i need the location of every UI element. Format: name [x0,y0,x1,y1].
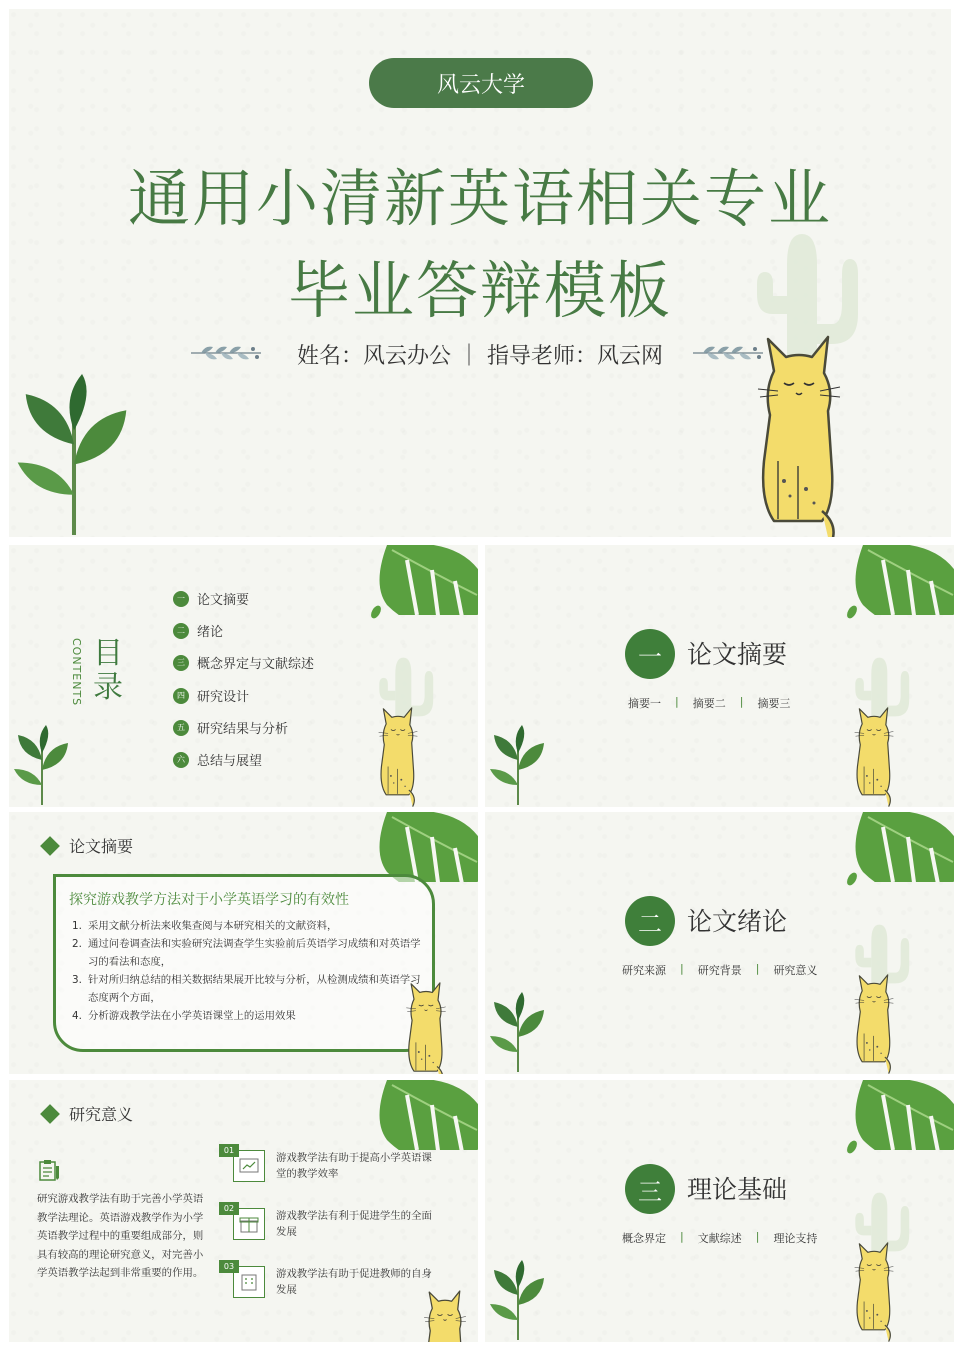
monstera-leaf-icon [377,1080,478,1150]
section-link-2[interactable]: 文献综述 [697,1232,742,1245]
meaning-point-text: 游戏教学法有助于提高小学英语课堂的教学效率 [276,1152,432,1180]
abstract-list [72,917,424,1025]
section-link-2[interactable]: 研究背景 [697,964,742,977]
section-number-badge: 三 [625,1164,675,1214]
cover-slide [9,9,951,537]
section-links [622,1230,817,1246]
toc-item-2[interactable] [173,621,223,640]
toc-slide [9,545,478,807]
meaning-point-number: 01 [219,1144,239,1157]
monstera-leaf-icon [853,1080,954,1150]
cat-illustration-icon [739,331,859,537]
section-links [622,962,817,978]
toc-num: 五 [173,720,189,736]
toc-num: 六 [173,752,189,768]
sprig-decoration-left-icon [191,343,265,365]
toc-item-4[interactable] [173,686,249,705]
section-link-3[interactable]: 摘要三 [757,697,791,710]
plant-decoration-icon [487,992,549,1074]
cat-illustration-icon [845,705,903,807]
toc-label: 总结与展望 [197,754,263,769]
clipboard-icon [37,1158,61,1182]
cat-illustration-icon [417,1288,473,1342]
section-link-1[interactable]: 概念界定 [622,1232,666,1245]
plant-decoration-icon [11,725,73,807]
abstract-box-title: 探究游戏教学方法对于小学英语学习的有效性 [69,892,349,908]
section-two-slide [485,812,954,1074]
abstract-slide [9,812,478,1074]
list-number: 1. [72,920,82,932]
cover-subtitle: 姓名：风云办公 ｜ 指导老师：风云网 [297,344,663,369]
meaning-point-1 [219,1144,439,1188]
toc-label: 研究结果与分析 [197,722,289,737]
list-item [72,971,424,1007]
section-link-1[interactable]: 摘要一 [628,697,661,710]
meaning-point-number: 03 [219,1260,239,1273]
list-item [72,1007,424,1025]
plant-decoration-icon [487,725,549,807]
section-title: 论文绪论 [687,907,788,936]
toc-item-6[interactable] [173,750,262,769]
section-number-badge: 一 [625,629,675,679]
toc-num: 一 [173,591,189,607]
cat-illustration-icon [397,980,455,1074]
section-link-2[interactable]: 摘要二 [692,697,726,710]
list-text: 针对所归纳总结的相关数据结果展开比较与分析，从检测成绩和英语学习态度两个方面， [88,974,421,1004]
monstera-leaf-icon [853,545,954,615]
cover-title-line2: 毕业答辩模板 [287,254,672,327]
section-title: 论文摘要 [687,640,788,669]
monstera-leaf-icon [377,812,478,882]
meaning-body: 研究游戏教学法有助于完善小学英语教学法理论。英语游戏教学作为小学英语教学过程中的重要组成部分，则具有较高的理论研究意义，对完善小学英语教学法起到非常重要的作用。 [37,1193,204,1279]
abstract-header-text: 论文摘要 [69,837,134,856]
list-number: 3. [72,974,82,986]
toc-label: 绪论 [197,625,224,640]
section-three-slide [485,1080,954,1342]
section-one-slide [485,545,954,807]
link-separator: | [755,1230,760,1243]
meaning-point-3 [219,1260,439,1304]
section-link-3[interactable]: 研究意义 [773,964,818,977]
toc-title: 目录 [93,636,123,705]
toc-item-5[interactable] [173,718,288,737]
toc-label: 概念界定与文献综述 [197,657,315,672]
section-link-1[interactable]: 研究来源 [622,964,666,977]
toc-num: 三 [173,655,189,671]
cat-illustration-icon [845,1240,903,1342]
cat-illustration-icon [845,972,903,1074]
plant-decoration-icon [9,374,139,537]
section-links [628,695,790,711]
small-leaf-icon [845,1140,859,1154]
list-item [72,935,424,971]
link-separator: | [675,695,679,708]
toc-num: 二 [173,623,189,639]
section-link-3[interactable]: 理论支持 [773,1232,818,1245]
list-text: 采用文献分析法来收集查阅与本研究相关的文献资料， [88,920,338,932]
plant-decoration-icon [487,1260,549,1342]
meaning-point-text: 游戏教学法有助于促进教师的自身发展 [276,1268,432,1296]
link-separator: | [680,1230,684,1243]
cover-title-line1: 通用小清新英语相关专业 [127,162,832,235]
meaning-header [41,1102,133,1125]
monstera-leaf-icon [853,812,954,882]
diamond-icon [40,836,60,856]
list-number: 2. [72,938,82,950]
abstract-header [41,834,133,857]
cat-illustration-icon [369,705,427,807]
list-number: 4. [72,1010,82,1022]
list-text: 通过问卷调查法和实验研究法调查学生实验前后英语学习成绩和对英语学习的看法和态度， [88,938,421,968]
diamond-icon [40,1104,60,1124]
link-separator: | [739,695,744,708]
meaning-point-2 [219,1202,439,1246]
toc-contents-label: CONTENTS [70,638,83,707]
toc-item-1[interactable] [173,589,249,608]
section-title: 理论基础 [687,1175,788,1204]
meaning-point-text: 游戏教学法有利于促进学生的全面发展 [276,1210,432,1238]
toc-item-3[interactable] [173,653,314,672]
toc-num: 四 [173,688,189,704]
small-leaf-icon [369,605,383,619]
meaning-slide [9,1080,478,1342]
link-separator: | [680,962,684,975]
meaning-header-text: 研究意义 [69,1105,134,1124]
university-badge: 风云大学 [369,58,593,108]
monstera-leaf-icon [377,545,478,615]
list-text: 分析游戏教学法在小学英语课堂上的运用效果 [88,1010,296,1022]
toc-label: 研究设计 [197,690,250,705]
link-separator: | [755,962,760,975]
small-leaf-icon [845,605,859,619]
section-number-badge: 二 [625,896,675,946]
small-leaf-icon [845,872,859,886]
toc-label: 论文摘要 [197,593,250,608]
abstract-box [53,874,435,1052]
meaning-point-number: 02 [219,1202,239,1215]
list-item [72,917,424,935]
